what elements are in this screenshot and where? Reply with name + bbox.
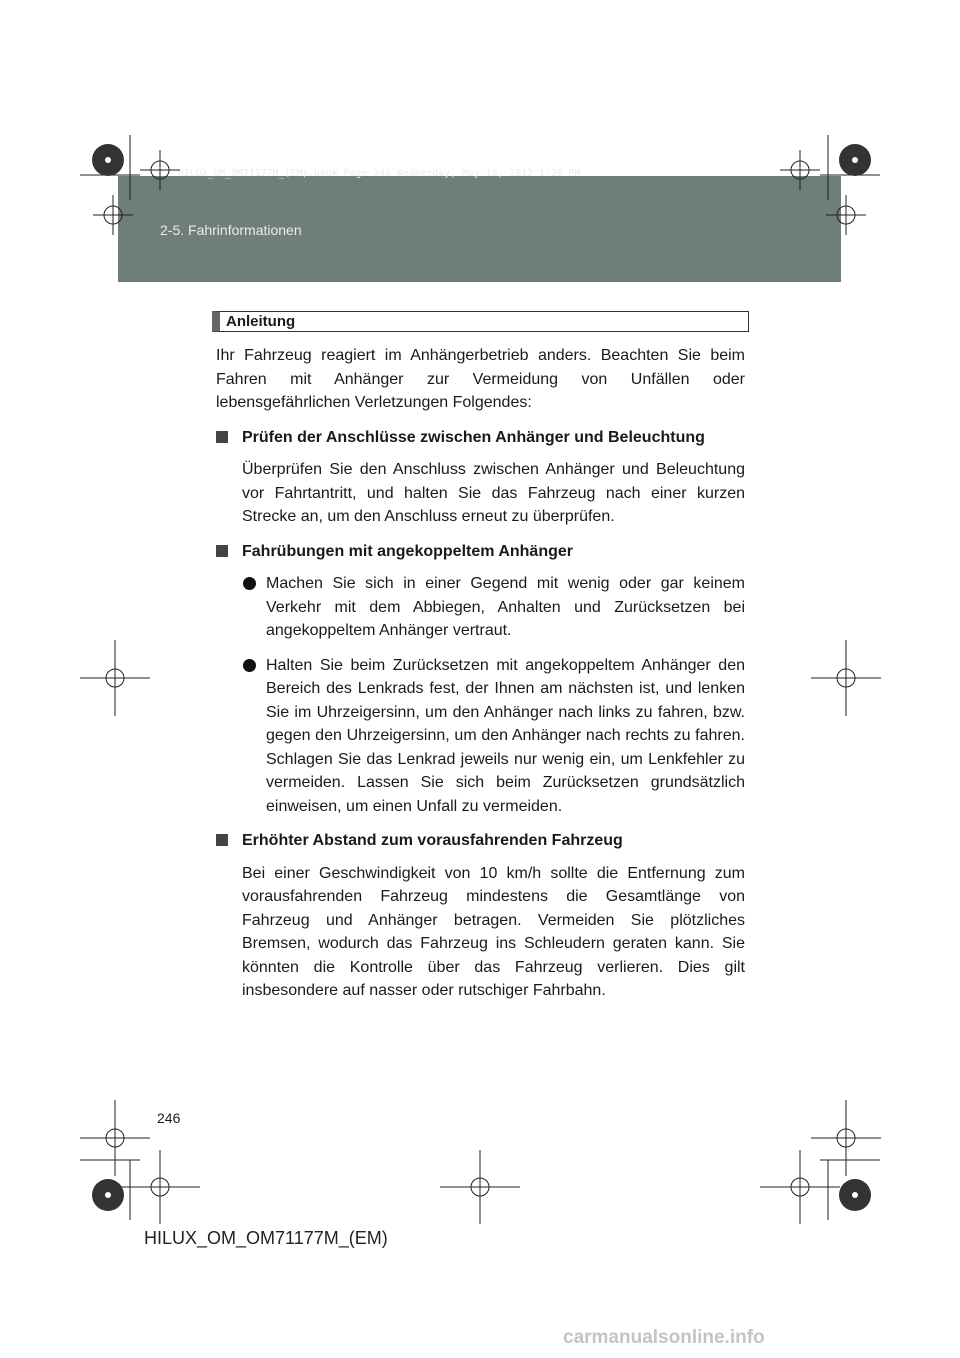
round-bullet-icon — [243, 577, 256, 590]
section-heading: Anleitung — [226, 313, 296, 330]
bullet-item: Halten Sie beim Zurücksetzen mit angekoppeltem Anhänger den Bereich des Lenkrads fest, der Ihnen am nächsten ist, und lenken Sie im Uhrzeigersinn, um den Anhänger nach links zu fahren, bzw. gegen den Uhrzeigersinn, um den Anhänger nach rechts zu fahren. Schlagen Sie das Lenkrad jeweils nur wenig ein, um Lenkfehler zu vermeiden. Lassen Sie sich beim Zurücksetzen grundsätzlich einweisen, um einen Unfall zu vermeiden. — [216, 654, 745, 819]
section-heading-box — [212, 311, 749, 332]
section-label: 2-5. Fahrinformationen — [160, 222, 302, 238]
square-bullet-icon — [216, 431, 228, 443]
subheading-3: Erhöhter Abstand zum vorausfahrenden Fahrzeug — [216, 829, 745, 853]
subheading-1: Prüfen der Anschlüsse zwischen Anhänger und Beleuchtung — [216, 426, 745, 450]
intro-text: Ihr Fahrzeug reagiert im Anhängerbetrieb anders. Beachten Sie beim Fahren mit Anhänger zur Vermeidung von Unfällen oder lebensgefährlichen Verletzungen Folgendes: — [216, 347, 745, 411]
watermark: carmanualsonline.info — [563, 1327, 765, 1348]
paragraph-1: Überprüfen Sie den Anschluss zwischen Anhänger und Beleuchtung vor Fahrtantritt, und halten Sie das Fahrzeug nach einer kurzen Strecke an, um den Anschluss erneut zu überprüfen. — [242, 461, 745, 525]
crosshair-tr — [780, 150, 820, 190]
bullet-item: Machen Sie sich in einer Gegend mit wenig oder gar keinem Verkehr mit dem Abbiegen, Anhalten und Zurücksetzen bei angekoppeltem Anhänger vertraut. — [216, 572, 745, 643]
footer-code: HILUX_OM_OM71177M_(EM) — [144, 1228, 388, 1248]
square-bullet-icon — [216, 834, 228, 846]
round-bullet-icon — [243, 659, 256, 672]
crosshair-tl — [140, 150, 180, 190]
subheading-2: Fahrübungen mit angekoppeltem Anhänger — [216, 540, 745, 564]
square-bullet-icon — [216, 545, 228, 557]
paragraph-3: Bei einer Geschwindigkeit von 10 km/h sollte die Entfernung zum vorausfahrenden Fahrzeug mindestens die Gesamtlänge von Fahrzeug und Anhänger betragen. Vermeiden Sie plötzliches Bremsen, wodurch das Fahrzeug ins Schleudern geraten kann. Sie könnten die Kontrolle über das Fahrzeug verlieren. Dies gilt insbesondere auf nasser oder rutschiger Fahrbahn. — [242, 864, 745, 999]
content-body — [216, 344, 745, 1014]
page-number: 246 — [157, 1110, 181, 1126]
book-stamp: HILUX_OM_OM71177M_(EM).book Page 246 Wednesday, May 16, 2012 1:28 PM — [178, 168, 581, 179]
